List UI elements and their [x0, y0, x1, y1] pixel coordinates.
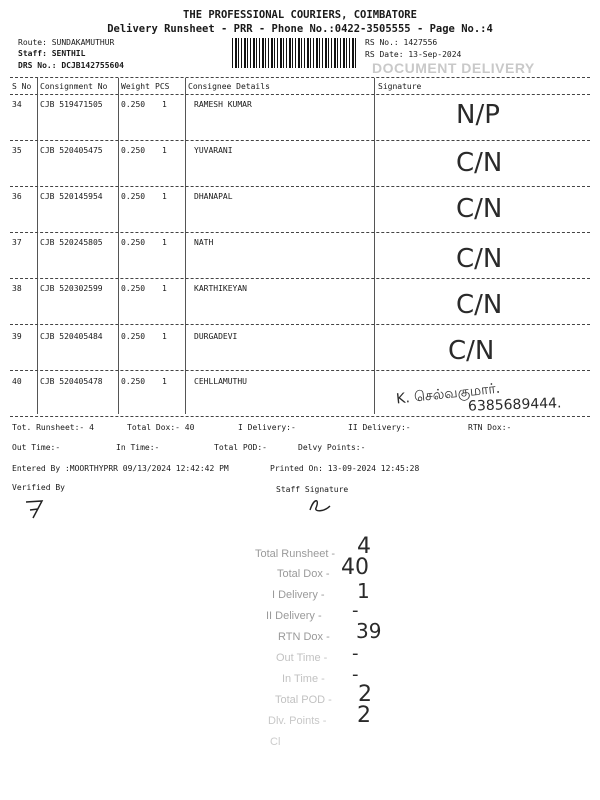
delvy-points: Delvy Points:-	[298, 443, 366, 452]
stamp-dlv-points: Dlv. Points -	[268, 715, 327, 727]
row-signature: C/N	[456, 194, 503, 224]
col-divider	[118, 78, 119, 414]
row-pcs: 1	[162, 146, 167, 155]
row-consignee: YUVARANI	[194, 146, 233, 155]
col-consignee: Consignee Details	[188, 82, 270, 91]
row-consignee: DHANAPAL	[194, 192, 233, 201]
row-consignment: CJB 520405478	[40, 377, 103, 386]
row-pcs: 1	[162, 100, 167, 109]
header-top-rule	[10, 77, 590, 78]
stamp-rtn-dox: RTN Dox -	[278, 631, 330, 643]
row-consignee: KARTHIKEYAN	[194, 284, 247, 293]
verified-by: Verified By	[12, 483, 65, 492]
row-sno: 39	[12, 332, 22, 341]
row-pcs: 1	[162, 332, 167, 341]
row-weight: 0.250	[121, 100, 146, 109]
row-sno: 34	[12, 100, 22, 109]
row-signature: K. செல்வகுமார்.	[395, 380, 501, 408]
col-divider	[374, 78, 375, 414]
stamp-total-dox: Total Dox -	[277, 568, 330, 580]
row-consignment: CJB 520302599	[40, 284, 103, 293]
row-consignee: RAMESH KUMAR	[194, 100, 252, 109]
row-rule	[10, 140, 590, 141]
row-weight: 0.250	[121, 332, 146, 341]
row-signature: C/N	[456, 244, 503, 274]
ii-delivery: II Delivery:-	[348, 423, 411, 432]
col-pcs: PCS	[155, 82, 170, 91]
rtn-dox: RTN Dox:-	[468, 423, 512, 432]
stamp-value-out-time: -	[352, 643, 359, 664]
col-signature: Signature	[378, 82, 422, 91]
stamp-value-ii-delivery: -	[352, 600, 359, 621]
col-sno: S No	[12, 82, 32, 91]
runsheet-title: Delivery Runsheet - PRR - Phone No.:0422-3505555 - Page No.:4	[107, 23, 493, 35]
verified-signature-mark	[22, 496, 52, 522]
row-consignment: CJB 520245805	[40, 238, 103, 247]
stamp-total-pod: Total POD -	[275, 694, 332, 706]
row-consignment: CJB 520405484	[40, 332, 103, 341]
row-consignee: NATH	[194, 238, 214, 247]
row-rule	[10, 186, 590, 187]
row-weight: 0.250	[121, 238, 146, 247]
row-pcs: 1	[162, 284, 167, 293]
row-consignee: CEHLLAMUTHU	[194, 377, 247, 386]
stamp-value-total-runsheet: 4	[357, 534, 371, 559]
row-sno: 37	[12, 238, 22, 247]
row-weight: 0.250	[121, 284, 146, 293]
row-pcs: 1	[162, 377, 167, 386]
row-weight: 0.250	[121, 146, 146, 155]
stamp-value-rtn-dox: 39	[356, 619, 382, 643]
row-pcs: 1	[162, 238, 167, 247]
row-consignee: DURGADEVI	[194, 332, 238, 341]
i-delivery: I Delivery:-	[238, 423, 296, 432]
stamp-cl: Cl	[270, 736, 281, 748]
printed-on: Printed On: 13-09-2024 12:45:28	[270, 464, 420, 473]
row-phone: 6385689444.	[467, 395, 562, 415]
row-rule	[10, 370, 590, 371]
out-time: Out Time:-	[12, 443, 61, 452]
col-weight: Weight	[121, 82, 150, 91]
company-title: THE PROFESSIONAL COURIERS, COIMBATORE	[183, 9, 417, 21]
stamp-total-runsheet: Total Runsheet -	[255, 548, 336, 560]
rs-date: RS Date: 13-Sep-2024	[365, 50, 462, 59]
stamp-ii-delivery: II Delivery -	[266, 610, 322, 622]
total-pod: Total POD:-	[214, 443, 267, 452]
row-rule	[10, 416, 590, 417]
row-rule	[10, 232, 590, 233]
row-weight: 0.250	[121, 192, 146, 201]
row-consignment: CJB 520405475	[40, 146, 103, 155]
stamp-value-total-pod: 2	[358, 682, 372, 707]
in-time: In Time:-	[116, 443, 160, 452]
row-rule	[10, 278, 590, 279]
barcode	[232, 38, 357, 68]
row-rule	[10, 324, 590, 325]
row-sno: 35	[12, 146, 22, 155]
row-sno: 36	[12, 192, 22, 201]
row-consignment: CJB 519471505	[40, 100, 103, 109]
stamp-value-dlv-points: 2	[357, 703, 371, 728]
entered-by: Entered By :MOORTHYPRR 09/13/2024 12:42:42 PM	[12, 464, 229, 473]
total-dox: Total Dox:- 40	[127, 423, 195, 432]
stamp-in-time: In Time -	[282, 673, 325, 685]
document-delivery-watermark: DOCUMENT DELIVERY	[372, 60, 535, 76]
staff-signature-label: Staff Signature	[276, 485, 349, 494]
stamp-value-i-delivery: 1	[357, 579, 370, 603]
row-signature: N/P	[456, 100, 500, 130]
tot-runsheet: Tot. Runsheet:- 4	[12, 423, 94, 432]
stamp-i-delivery: I Delivery -	[272, 589, 325, 601]
row-consignment: CJB 520145954	[40, 192, 103, 201]
row-pcs: 1	[162, 192, 167, 201]
col-divider	[185, 78, 186, 414]
rs-number: RS No.: 1427556	[365, 38, 438, 47]
col-consignment: Consignment No	[40, 82, 108, 91]
col-divider	[37, 78, 38, 414]
row-signature: C/N	[456, 148, 503, 178]
route-label: Route: SUNDAKAMUTHUR	[18, 38, 115, 47]
row-sno: 40	[12, 377, 22, 386]
stamp-value-in-time: -	[352, 664, 359, 685]
staff-label: Staff: SENTHIL	[18, 49, 86, 58]
stamp-value-total-dox: 40	[341, 555, 369, 580]
stamp-out-time: Out Time -	[276, 652, 328, 664]
staff-signature-mark	[306, 496, 336, 516]
row-signature: C/N	[448, 336, 495, 366]
row-weight: 0.250	[121, 377, 146, 386]
row-sno: 38	[12, 284, 22, 293]
drs-number: DRS No.: DCJB142755604	[18, 61, 124, 70]
header-bottom-rule	[10, 94, 590, 95]
row-signature: C/N	[456, 290, 503, 320]
